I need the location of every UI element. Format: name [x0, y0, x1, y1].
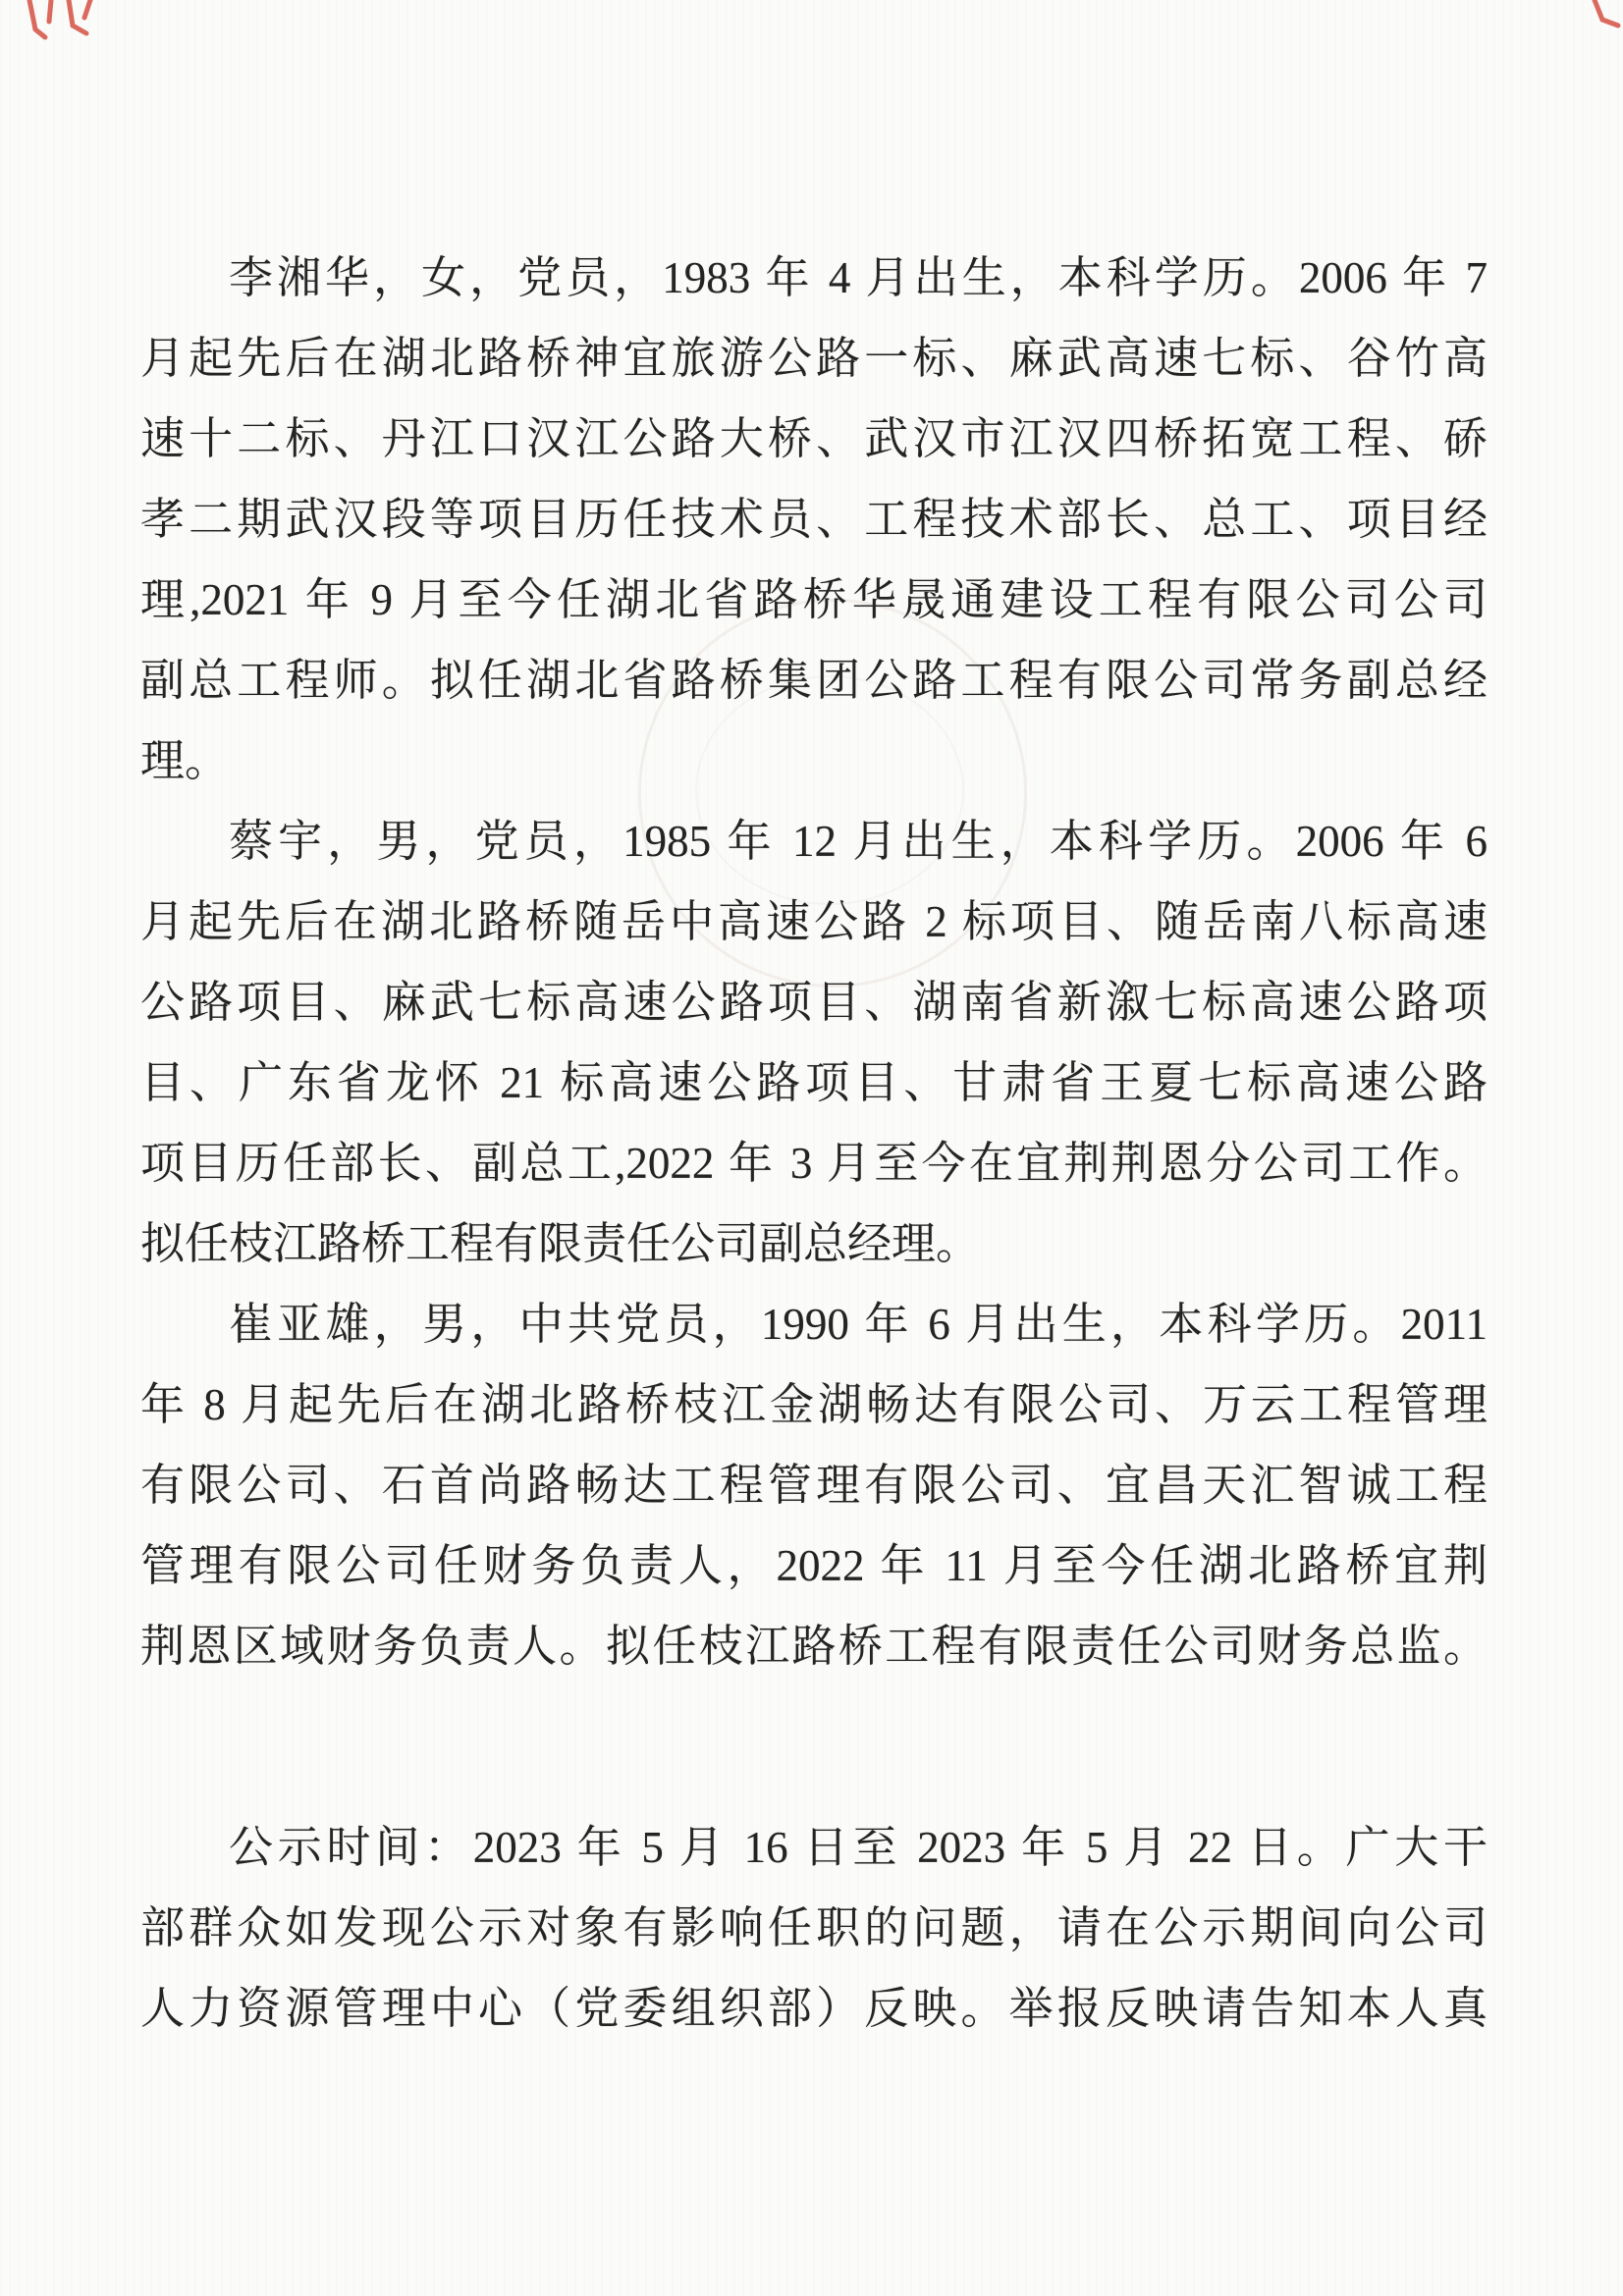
paragraph-public-notice-period	[140, 1807, 1488, 2049]
text-line: 李湘华，女，党员，1983 年 4 月出生，本科学历。2006 年 7	[229, 253, 1488, 302]
text-line: 速十二标、丹江口汉江公路大桥、武汉市江汉四桥拓宽工程、硚	[140, 414, 1488, 463]
text-line: 蔡宇，男，党员，1985 年 12 月出生，本科学历。2006 年 6	[229, 817, 1488, 866]
text-line: 副总工程师。拟任湖北省路桥集团公路工程有限公司常务副总经	[140, 656, 1488, 705]
document-body	[140, 238, 1488, 2049]
text-line: 人力资源管理中心（党委组织部）反映。举报反映请告知本人真	[140, 1984, 1488, 2033]
text-line: 管理有限公司任财务负责人，2022 年 11 月至今任湖北路桥宜荆	[140, 1541, 1488, 1590]
text-line: 月起先后在湖北路桥神宜旅游公路一标、麻武高速七标、谷竹高	[140, 334, 1488, 383]
text-line: 项目历任部长、副总工,2022 年 3 月至今在宜荆荆恩分公司工作。	[140, 1139, 1488, 1188]
text-line: 公路项目、麻武七标高速公路项目、湖南省新溆七标高速公路项	[140, 978, 1488, 1027]
red-ink-artifact-top-left	[22, 0, 100, 43]
text-line: 目、广东省龙怀 21 标高速公路项目、甘肃省王夏七标高速公路	[140, 1058, 1488, 1107]
text-line: 部群众如发现公示对象有影响任职的问题，请在公示期间向公司	[140, 1903, 1488, 1952]
text-line: 孝二期武汉段等项目历任技术员、工程技术部长、总工、项目经	[140, 495, 1488, 544]
text-line: 拟任枝江路桥工程有限责任公司副总经理。	[140, 1219, 981, 1268]
text-line: 年 8 月起先后在湖北路桥枝江金湖畅达有限公司、万云工程管理	[140, 1380, 1488, 1429]
paragraph-li-xianghua	[140, 238, 1488, 801]
text-line: 公示时间：2023 年 5 月 16 日至 2023 年 5 月 22 日。广大干	[229, 1823, 1488, 1872]
text-line: 理,2021 年 9 月至今任湖北省路桥华晟通建设工程有限公司公司	[140, 575, 1488, 624]
text-line: 崔亚雄，男，中共党员，1990 年 6 月出生，本科学历。2011	[229, 1300, 1488, 1349]
text-line: 有限公司、石首尚路畅达工程管理有限公司、宜昌天汇智诚工程	[140, 1461, 1488, 1510]
red-ink-artifact-top-right	[1587, 0, 1623, 31]
text-line: 月起先后在湖北路桥随岳中高速公路 2 标项目、随岳南八标高速	[140, 897, 1488, 946]
text-line: 理。	[140, 736, 230, 785]
paragraph-cai-yu	[140, 801, 1488, 1284]
text-line: 荆恩区域财务负责人。拟任枝江路桥工程有限责任公司财务总监。	[140, 1622, 1488, 1671]
paragraph-cui-yaxiong	[140, 1284, 1488, 1686]
